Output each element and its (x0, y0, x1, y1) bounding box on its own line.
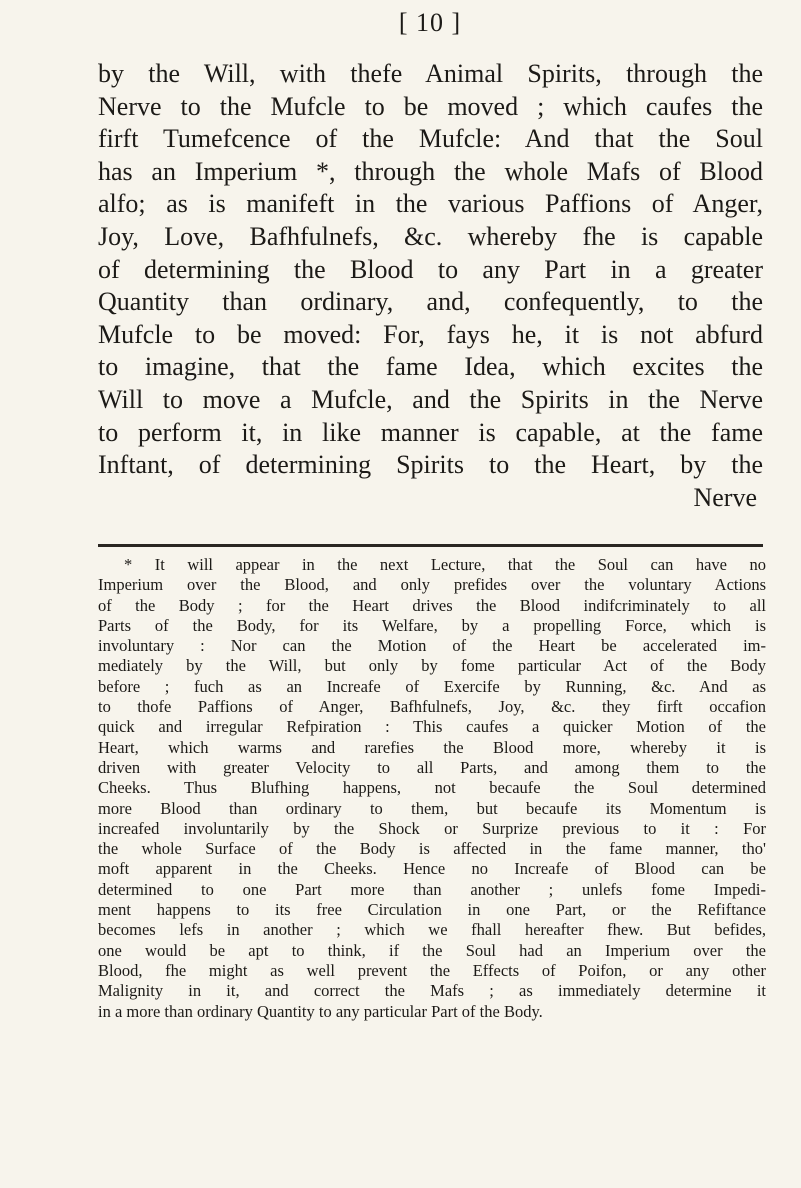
body-line: to imagine, that the fame Idea, which excites the (98, 352, 763, 382)
footnote (98, 555, 766, 1022)
footnote-line: Malignity in it, and correct the Mafs ; as immediately determine it (98, 981, 766, 1001)
catchword: Nerve (693, 482, 757, 512)
footnote-line: determined to one Part more than another ; unlefs fome Impedi- (98, 879, 766, 899)
footnote-line: * It will appear in the next Lecture, that the Soul can have no (124, 555, 766, 574)
body-line: Will to move a Mufcle, and the Spirits in the Nerve (98, 384, 763, 414)
footnote-line: the whole Surface of the Body is affected in the fame manner, tho' (98, 839, 766, 859)
footnote-line: Heart, which warms and rarefies the Blood more, whereby it is (98, 737, 766, 757)
footnote-line: in a more than ordinary Quantity to any particular Part of the Body. (98, 1001, 543, 1021)
footnote-line: Cheeks. Thus Blufhing happens, not becaufe the Soul determined (98, 778, 766, 798)
footnote-line: more Blood than ordinary to them, but becaufe its Momentum is (98, 798, 766, 818)
body-line: of determining the Blood to any Part in a greater (98, 254, 763, 284)
body-line: firft Tumefcence of the Mufcle: And that the Soul (98, 124, 763, 154)
footnote-line: becomes lefs in another ; which we fhall hereafter fhew. But befides, (98, 920, 766, 940)
footnote-line: Imperium over the Blood, and only prefides over the voluntary Actions (98, 575, 766, 595)
footnote-line: moft apparent in the Cheeks. Hence no Increafe of Blood can be (98, 859, 766, 879)
footnote-line: Blood, fhe might as well prevent the Effects of Poifon, or any other (98, 960, 766, 980)
footnote-line: Parts of the Body, for its Welfare, by a propelling Force, which is (98, 615, 766, 635)
page-number: [ 10 ] (398, 8, 462, 37)
body-line: Quantity than ordinary, and, confequently, to the (98, 287, 763, 317)
footnote-line: one would be apt to think, if the Soul had an Imperium over the (98, 940, 766, 960)
footnote-line: before ; fuch as an Increafe of Exercife by Running, &c. And as (98, 676, 766, 696)
body-line: by the Will, with thefe Animal Spirits, through the (98, 59, 763, 88)
body-line: Inftant, of determining Spirits to the Heart, by the (98, 450, 763, 480)
body-line: Nerve to the Mufcle to be moved ; which caufes the (98, 91, 763, 121)
footnote-line: of the Body ; for the Heart drives the Blood indifcriminately to all (98, 595, 766, 615)
footnote-line: to thofe Paffions of Anger, Bafhfulnefs, Joy, &c. they firft occafion (98, 697, 766, 717)
footnote-line: driven with greater Velocity to all Parts, and among them to the (98, 757, 766, 777)
footnote-line: quick and irregular Refpiration : This caufes a quicker Motion of the (98, 717, 766, 737)
body-line: Mufcle to be moved: For, fays he, it is not abfurd (98, 319, 763, 349)
footnote-line: involuntary : Nor can the Motion of the Heart be accelerated im- (98, 636, 766, 656)
body-line: Joy, Love, Bafhfulnefs, &c. whereby fhe is capable (98, 221, 763, 251)
body-line: alfo; as is manifeft in the various Paffions of Anger, (98, 189, 763, 219)
main-text (98, 58, 763, 514)
footnote-line: mediately by the Will, but only by fome particular Act of the Body (98, 656, 766, 676)
body-line: to perform it, in like manner is capable, at the fame (98, 417, 763, 447)
footnote-line: increafed involuntarily by the Shock or Surprize previous to it : For (98, 818, 766, 838)
footnote-rule (98, 544, 763, 547)
body-line: has an Imperium *, through the whole Mafs of Blood (98, 156, 763, 186)
footnote-line: ment happens to its free Circulation in one Part, or the Refiftance (98, 900, 766, 920)
